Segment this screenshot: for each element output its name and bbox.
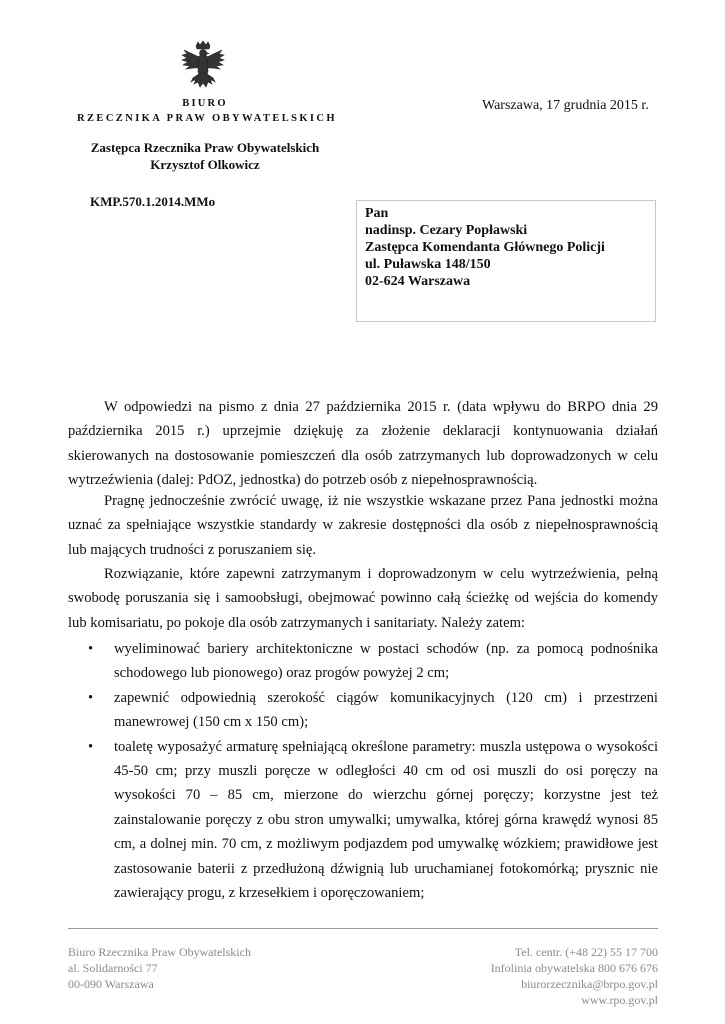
list-item-text: toaletę wyposażyć armaturę spełniającą określone parametry: muszla ustępowa o wysokości 45-50 cm; przy muszli poręcze w odległości 40 cm od osi muszli do osi poręczy na wysokości 70 – 85 cm, mierzone do wierzchu górnej poręczy; korzystne jest też zainstalowanie poręczy z obu stron umywalki; umywalka, której górna krawędź wynosi 85 cm, a dolnej min. 70 cm, z możliwym podjazdem pod umywalkę wózkiem; prawidłowe jest zastosowanie baterii z przedłużoną dźwignią lub uruchamianej fotokomórką; prysznic nie zawierający progu, z krzesełkiem i oporęczowaniem; (114, 738, 658, 902)
org-name-line2: RZECZNIKA PRAW OBYWATELSKICH (77, 113, 337, 124)
body-paragraph-3 (68, 562, 658, 635)
deputy-title: Zastępca Rzecznika Praw Obywatelskich (90, 140, 320, 155)
list-item (88, 637, 658, 686)
recipient-line: Pan (365, 206, 389, 221)
list-item (88, 686, 658, 735)
recipient-line: 02-624 Warszawa (365, 274, 471, 289)
recipient-line: Zastępca Komendanta Głównego Policji (365, 240, 605, 255)
footer-contact (420, 944, 658, 1008)
sender-block (60, 139, 350, 173)
paragraph-text: Pragnę jednocześnie zwrócić uwagę, iż nie wszystkie wskazane przez Pana jednostki można uznać za spełniające wszystkie standardy w zakresie dostępności dla osób z niepełnosprawnością lub mających trudności z poruszaniem się. (68, 493, 658, 558)
recipient-line: nadinsp. Cezary Popławski (365, 223, 528, 238)
list-item-text: wyeliminować bariery architektoniczne w postaci schodów (np. za pomocą podnośnika schodowego lub pionowego) oraz progów powyżej 2 cm; (114, 641, 658, 682)
footer-divider (68, 928, 658, 929)
body-paragraph-2 (68, 489, 658, 562)
footer-address-line: Biuro Rzecznika Praw Obywatelskich (68, 945, 251, 959)
reference-number: KMP.570.1.2014.MMo (90, 194, 216, 209)
paragraph-text: W odpowiedzi na pismo z dnia 27 października 2015 r. (data wpływu do BRPO dnia 29 października 2015 r.) uprzejmie dziękuję za złożenie deklaracji kontynuowania działań skierowanych na dostosowanie pomieszczeń dla osób zatrzymanych lub doprowadzonych w celu wytrzeźwienia (dalej: PdOZ, jednostka) do potrzeb osób z niepełnosprawnością. (68, 399, 658, 489)
footer-website-link[interactable]: www.rpo.gov.pl (581, 993, 658, 1007)
footer-email-link[interactable]: biurorzecznika@brpo.gov.pl (521, 977, 658, 991)
list-item-text: zapewnić odpowiednią szerokość ciągów komunikacyjnych (120 cm) i przestrzeni manewrowej (150 cm x 150 cm); (114, 689, 658, 731)
footer-address-line: 00-090 Warszawa (68, 977, 154, 991)
org-name-line1: BIURO (182, 98, 228, 109)
list-item (88, 735, 658, 906)
bullet-icon: • (88, 738, 94, 755)
letter-date: Warszawa, 17 grudnia 2015 r. (482, 98, 649, 113)
body-paragraph-1 (68, 395, 658, 493)
footer-hotline: Infolinia obywatelska 800 676 676 (490, 961, 658, 975)
paragraph-text: Rozwiązanie, które zapewni zatrzymanym i doprowadzonym w celu wytrzeźwienia, pełną swobodę poruszania się i samoobsługi, obejmować powinno całą ścieżkę od wejścia do komendy lub komisariatu, po pokoje dla osób zatrzymanych i sanitariaty. Należy zatem: (68, 566, 658, 631)
bullet-icon: • (88, 689, 94, 706)
footer-address-line: al. Solidarności 77 (68, 961, 158, 975)
polish-eagle-emblem-icon (180, 40, 226, 96)
recipient-address (365, 205, 605, 290)
deputy-name: Krzysztof Olkowicz (150, 157, 260, 172)
requirements-list (88, 637, 658, 905)
recipient-line: ul. Puławska 148/150 (365, 257, 491, 272)
footer-phone: Tel. centr. (+48 22) 55 17 700 (514, 945, 658, 959)
footer-address (68, 944, 251, 992)
bullet-icon: • (88, 641, 94, 657)
